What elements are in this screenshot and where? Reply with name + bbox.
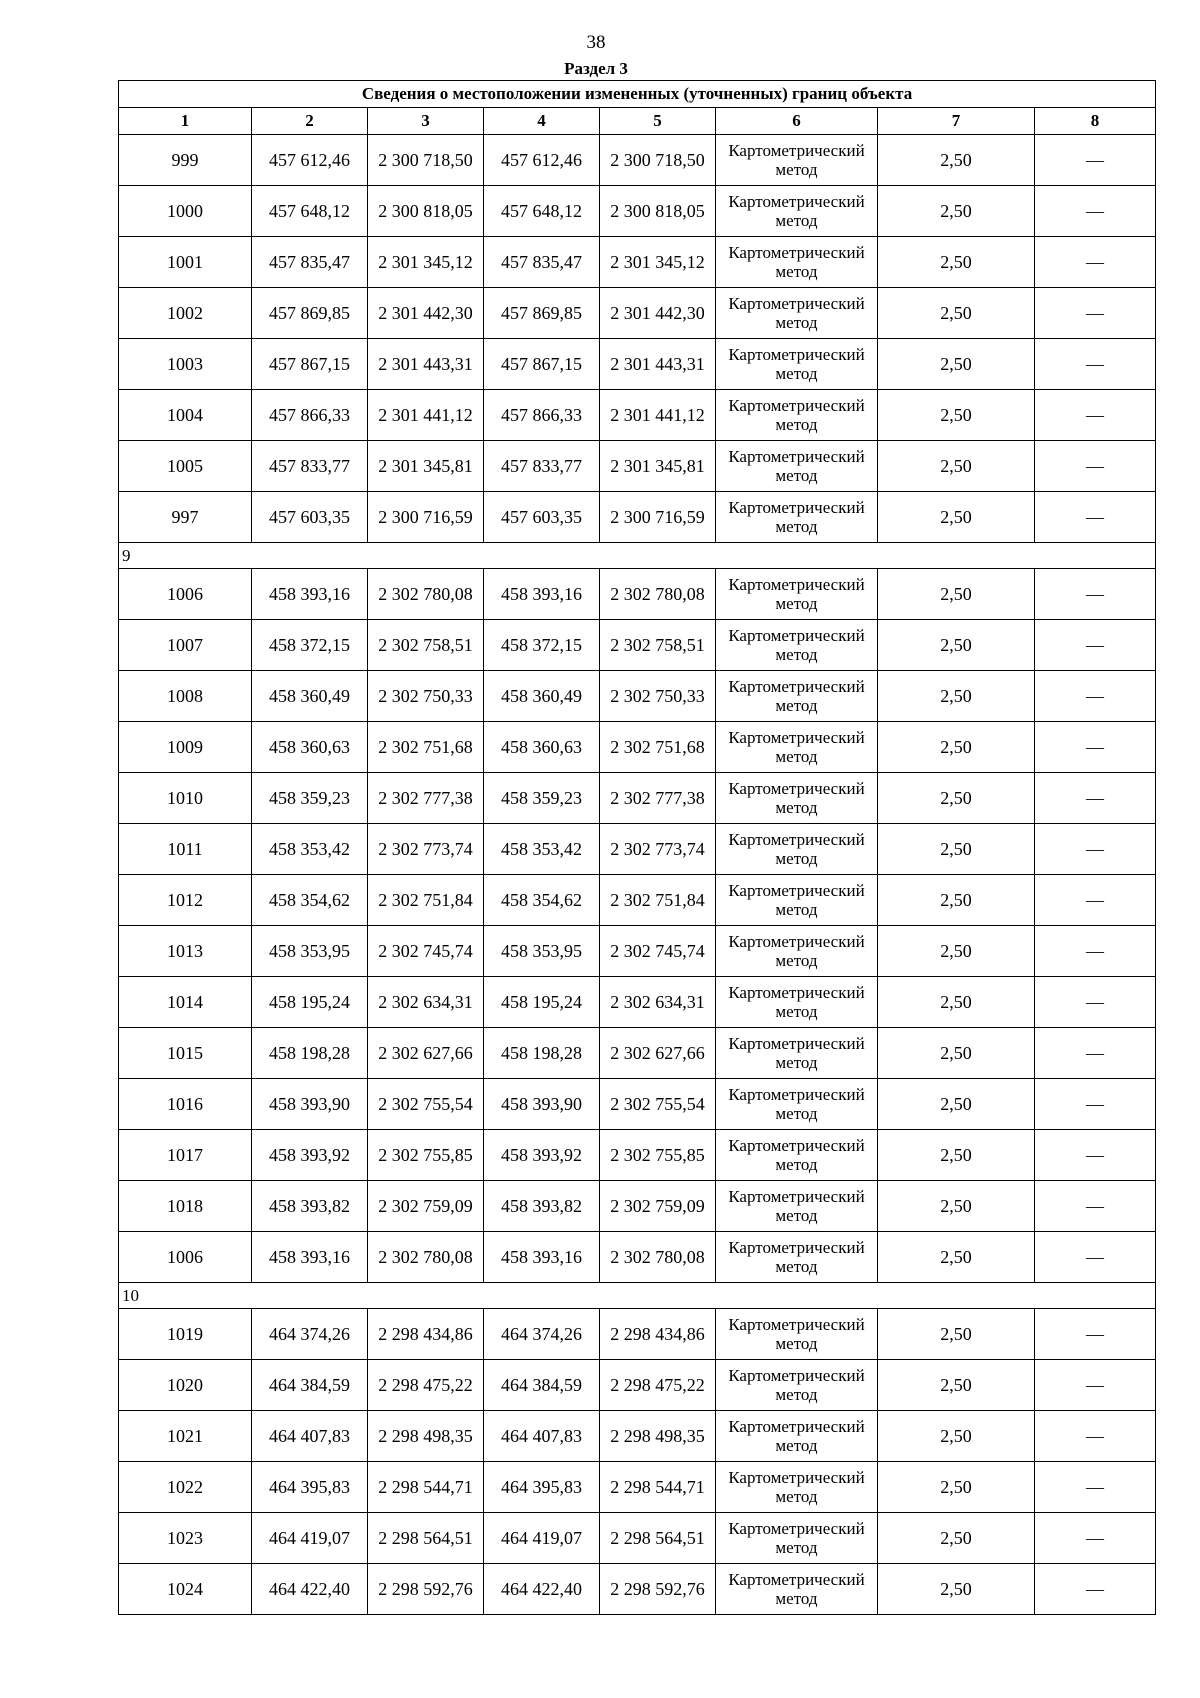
- point-id-cell: 1001: [119, 237, 252, 288]
- description-cell: —: [1035, 977, 1156, 1028]
- x-new-cell: 457 866,33: [484, 390, 600, 441]
- accuracy-cell: 2,50: [878, 237, 1035, 288]
- y-existing-cell: 2 298 564,51: [368, 1513, 484, 1564]
- x-existing-cell: 458 195,24: [252, 977, 368, 1028]
- table-row: [119, 237, 1156, 288]
- accuracy-cell: 2,50: [878, 1079, 1035, 1130]
- x-existing-cell: 458 393,16: [252, 569, 368, 620]
- method-cell: Картометрический метод: [716, 1130, 878, 1181]
- x-existing-cell: 464 407,83: [252, 1411, 368, 1462]
- method-cell: Картометрический метод: [716, 1360, 878, 1411]
- table-row: [119, 441, 1156, 492]
- y-new-cell: 2 302 759,09: [600, 1181, 716, 1232]
- y-existing-cell: 2 300 718,50: [368, 135, 484, 186]
- method-cell: Картометрический метод: [716, 1181, 878, 1232]
- y-existing-cell: 2 302 759,09: [368, 1181, 484, 1232]
- description-cell: —: [1035, 926, 1156, 977]
- x-existing-cell: 458 353,95: [252, 926, 368, 977]
- y-new-cell: 2 302 780,08: [600, 1232, 716, 1283]
- y-new-cell: 2 300 718,50: [600, 135, 716, 186]
- y-existing-cell: 2 301 345,81: [368, 441, 484, 492]
- table-body: [119, 135, 1156, 1615]
- x-existing-cell: 457 648,12: [252, 186, 368, 237]
- description-cell: —: [1035, 620, 1156, 671]
- x-existing-cell: 458 354,62: [252, 875, 368, 926]
- point-id-cell: 1008: [119, 671, 252, 722]
- x-new-cell: 464 384,59: [484, 1360, 600, 1411]
- x-new-cell: 464 419,07: [484, 1513, 600, 1564]
- method-cell: Картометрический метод: [716, 773, 878, 824]
- x-existing-cell: 464 422,40: [252, 1564, 368, 1615]
- point-id-cell: 1018: [119, 1181, 252, 1232]
- x-new-cell: 458 393,16: [484, 569, 600, 620]
- y-existing-cell: 2 298 544,71: [368, 1462, 484, 1513]
- table-row: [119, 671, 1156, 722]
- y-new-cell: 2 302 750,33: [600, 671, 716, 722]
- accuracy-cell: 2,50: [878, 926, 1035, 977]
- table-row: [119, 620, 1156, 671]
- y-new-cell: 2 302 627,66: [600, 1028, 716, 1079]
- accuracy-cell: 2,50: [878, 773, 1035, 824]
- x-new-cell: 458 393,16: [484, 1232, 600, 1283]
- x-new-cell: 457 603,35: [484, 492, 600, 543]
- x-existing-cell: 458 393,16: [252, 1232, 368, 1283]
- y-existing-cell: 2 302 755,85: [368, 1130, 484, 1181]
- point-id-cell: 1015: [119, 1028, 252, 1079]
- y-new-cell: 2 301 441,12: [600, 390, 716, 441]
- accuracy-cell: 2,50: [878, 441, 1035, 492]
- accuracy-cell: 2,50: [878, 1028, 1035, 1079]
- x-new-cell: 457 867,15: [484, 339, 600, 390]
- description-cell: —: [1035, 722, 1156, 773]
- table-row: [119, 1411, 1156, 1462]
- y-new-cell: 2 302 773,74: [600, 824, 716, 875]
- x-new-cell: 458 195,24: [484, 977, 600, 1028]
- method-cell: Картометрический метод: [716, 1309, 878, 1360]
- y-new-cell: 2 302 745,74: [600, 926, 716, 977]
- accuracy-cell: 2,50: [878, 722, 1035, 773]
- method-cell: Картометрический метод: [716, 237, 878, 288]
- x-existing-cell: 457 603,35: [252, 492, 368, 543]
- table-row: [119, 288, 1156, 339]
- point-id-cell: 1009: [119, 722, 252, 773]
- y-existing-cell: 2 302 634,31: [368, 977, 484, 1028]
- y-existing-cell: 2 302 780,08: [368, 1232, 484, 1283]
- table-row: [119, 1130, 1156, 1181]
- table-row: [119, 824, 1156, 875]
- method-cell: Картометрический метод: [716, 620, 878, 671]
- method-cell: Картометрический метод: [716, 824, 878, 875]
- method-cell: Картометрический метод: [716, 1462, 878, 1513]
- x-existing-cell: 458 393,90: [252, 1079, 368, 1130]
- column-number: 8: [1035, 108, 1156, 135]
- x-existing-cell: 457 866,33: [252, 390, 368, 441]
- description-cell: —: [1035, 441, 1156, 492]
- point-id-cell: 1017: [119, 1130, 252, 1181]
- description-cell: —: [1035, 135, 1156, 186]
- method-cell: Картометрический метод: [716, 390, 878, 441]
- column-number: 5: [600, 108, 716, 135]
- table-row: [119, 875, 1156, 926]
- x-new-cell: 457 648,12: [484, 186, 600, 237]
- point-id-cell: 1012: [119, 875, 252, 926]
- point-id-cell: 1002: [119, 288, 252, 339]
- x-existing-cell: 464 374,26: [252, 1309, 368, 1360]
- description-cell: —: [1035, 288, 1156, 339]
- description-cell: —: [1035, 1360, 1156, 1411]
- accuracy-cell: 2,50: [878, 1181, 1035, 1232]
- x-existing-cell: 458 393,82: [252, 1181, 368, 1232]
- x-new-cell: 458 360,63: [484, 722, 600, 773]
- table-row: [119, 492, 1156, 543]
- point-id-cell: 1019: [119, 1309, 252, 1360]
- point-id-cell: 999: [119, 135, 252, 186]
- boundary-coordinates-table: [118, 80, 1156, 1615]
- table-row: [119, 186, 1156, 237]
- x-new-cell: 457 869,85: [484, 288, 600, 339]
- y-new-cell: 2 302 634,31: [600, 977, 716, 1028]
- y-existing-cell: 2 298 592,76: [368, 1564, 484, 1615]
- description-cell: —: [1035, 237, 1156, 288]
- y-new-cell: 2 302 755,54: [600, 1079, 716, 1130]
- column-number: 7: [878, 108, 1035, 135]
- point-id-cell: 1006: [119, 569, 252, 620]
- method-cell: Картометрический метод: [716, 1232, 878, 1283]
- method-cell: Картометрический метод: [716, 339, 878, 390]
- x-new-cell: 464 422,40: [484, 1564, 600, 1615]
- y-new-cell: 2 301 345,12: [600, 237, 716, 288]
- accuracy-cell: 2,50: [878, 1513, 1035, 1564]
- description-cell: —: [1035, 1411, 1156, 1462]
- section-title: Раздел 3: [564, 59, 628, 78]
- contour-group-row: [119, 543, 1156, 569]
- y-new-cell: 2 302 751,68: [600, 722, 716, 773]
- description-cell: —: [1035, 1181, 1156, 1232]
- method-cell: Картометрический метод: [716, 1513, 878, 1564]
- x-existing-cell: 458 359,23: [252, 773, 368, 824]
- column-number: 4: [484, 108, 600, 135]
- method-cell: Картометрический метод: [716, 875, 878, 926]
- method-cell: Картометрический метод: [716, 1564, 878, 1615]
- table-row: [119, 1079, 1156, 1130]
- y-new-cell: 2 298 544,71: [600, 1462, 716, 1513]
- y-new-cell: 2 298 434,86: [600, 1309, 716, 1360]
- table-row: [119, 339, 1156, 390]
- accuracy-cell: 2,50: [878, 1130, 1035, 1181]
- table-row: [119, 1513, 1156, 1564]
- x-new-cell: 464 407,83: [484, 1411, 600, 1462]
- point-id-cell: 1024: [119, 1564, 252, 1615]
- method-cell: Картометрический метод: [716, 1079, 878, 1130]
- y-existing-cell: 2 302 773,74: [368, 824, 484, 875]
- accuracy-cell: 2,50: [878, 492, 1035, 543]
- description-cell: —: [1035, 1309, 1156, 1360]
- table-row: [119, 135, 1156, 186]
- x-new-cell: 458 353,95: [484, 926, 600, 977]
- y-new-cell: 2 298 498,35: [600, 1411, 716, 1462]
- x-existing-cell: 457 869,85: [252, 288, 368, 339]
- description-cell: —: [1035, 1079, 1156, 1130]
- description-cell: —: [1035, 569, 1156, 620]
- description-cell: —: [1035, 824, 1156, 875]
- description-cell: —: [1035, 1028, 1156, 1079]
- column-number: 6: [716, 108, 878, 135]
- description-cell: —: [1035, 1130, 1156, 1181]
- method-cell: Картометрический метод: [716, 977, 878, 1028]
- y-existing-cell: 2 302 745,74: [368, 926, 484, 977]
- x-new-cell: 457 612,46: [484, 135, 600, 186]
- point-id-cell: 1000: [119, 186, 252, 237]
- table-row: [119, 569, 1156, 620]
- x-new-cell: 457 833,77: [484, 441, 600, 492]
- point-id-cell: 1021: [119, 1411, 252, 1462]
- x-new-cell: 457 835,47: [484, 237, 600, 288]
- y-new-cell: 2 300 818,05: [600, 186, 716, 237]
- y-new-cell: 2 302 777,38: [600, 773, 716, 824]
- y-existing-cell: 2 302 751,84: [368, 875, 484, 926]
- y-new-cell: 2 302 755,85: [600, 1130, 716, 1181]
- x-existing-cell: 457 833,77: [252, 441, 368, 492]
- y-existing-cell: 2 301 442,30: [368, 288, 484, 339]
- y-existing-cell: 2 302 777,38: [368, 773, 484, 824]
- point-id-cell: 1023: [119, 1513, 252, 1564]
- x-existing-cell: 457 612,46: [252, 135, 368, 186]
- y-existing-cell: 2 300 818,05: [368, 186, 484, 237]
- accuracy-cell: 2,50: [878, 339, 1035, 390]
- y-existing-cell: 2 298 498,35: [368, 1411, 484, 1462]
- x-new-cell: 458 393,82: [484, 1181, 600, 1232]
- x-existing-cell: 464 395,83: [252, 1462, 368, 1513]
- x-existing-cell: 458 393,92: [252, 1130, 368, 1181]
- table-row: [119, 722, 1156, 773]
- description-cell: —: [1035, 1513, 1156, 1564]
- accuracy-cell: 2,50: [878, 1411, 1035, 1462]
- table-title: Сведения о местоположении измененных (уточненных) границ объекта: [119, 81, 1156, 108]
- accuracy-cell: 2,50: [878, 186, 1035, 237]
- x-new-cell: 458 198,28: [484, 1028, 600, 1079]
- contour-number: 9: [119, 543, 1156, 569]
- x-existing-cell: 458 353,42: [252, 824, 368, 875]
- method-cell: Картометрический метод: [716, 722, 878, 773]
- y-new-cell: 2 301 442,30: [600, 288, 716, 339]
- method-cell: Картометрический метод: [716, 569, 878, 620]
- table-row: [119, 977, 1156, 1028]
- method-cell: Картометрический метод: [716, 288, 878, 339]
- point-id-cell: 1010: [119, 773, 252, 824]
- accuracy-cell: 2,50: [878, 390, 1035, 441]
- method-cell: Картометрический метод: [716, 926, 878, 977]
- description-cell: —: [1035, 186, 1156, 237]
- table-row: [119, 1564, 1156, 1615]
- column-number: 1: [119, 108, 252, 135]
- point-id-cell: 1007: [119, 620, 252, 671]
- table-row: [119, 1462, 1156, 1513]
- table-row: [119, 390, 1156, 441]
- y-existing-cell: 2 302 755,54: [368, 1079, 484, 1130]
- accuracy-cell: 2,50: [878, 1564, 1035, 1615]
- y-existing-cell: 2 302 758,51: [368, 620, 484, 671]
- x-new-cell: 458 393,90: [484, 1079, 600, 1130]
- description-cell: —: [1035, 339, 1156, 390]
- method-cell: Картометрический метод: [716, 1028, 878, 1079]
- point-id-cell: 1022: [119, 1462, 252, 1513]
- x-existing-cell: 458 372,15: [252, 620, 368, 671]
- method-cell: Картометрический метод: [716, 492, 878, 543]
- column-number: 3: [368, 108, 484, 135]
- y-new-cell: 2 301 443,31: [600, 339, 716, 390]
- point-id-cell: 1004: [119, 390, 252, 441]
- point-id-cell: 1020: [119, 1360, 252, 1411]
- x-existing-cell: 457 867,15: [252, 339, 368, 390]
- table-row: [119, 773, 1156, 824]
- y-existing-cell: 2 302 627,66: [368, 1028, 484, 1079]
- x-existing-cell: 464 419,07: [252, 1513, 368, 1564]
- y-new-cell: 2 301 345,81: [600, 441, 716, 492]
- x-new-cell: 458 372,15: [484, 620, 600, 671]
- description-cell: —: [1035, 1462, 1156, 1513]
- description-cell: —: [1035, 1232, 1156, 1283]
- x-existing-cell: 464 384,59: [252, 1360, 368, 1411]
- y-new-cell: 2 302 751,84: [600, 875, 716, 926]
- accuracy-cell: 2,50: [878, 824, 1035, 875]
- table-row: [119, 1360, 1156, 1411]
- method-cell: Картометрический метод: [716, 135, 878, 186]
- point-id-cell: 1003: [119, 339, 252, 390]
- y-existing-cell: 2 301 443,31: [368, 339, 484, 390]
- page-number: 38: [586, 32, 606, 53]
- description-cell: —: [1035, 875, 1156, 926]
- point-id-cell: 997: [119, 492, 252, 543]
- x-new-cell: 458 353,42: [484, 824, 600, 875]
- x-existing-cell: 457 835,47: [252, 237, 368, 288]
- y-existing-cell: 2 302 780,08: [368, 569, 484, 620]
- y-existing-cell: 2 298 434,86: [368, 1309, 484, 1360]
- y-new-cell: 2 298 564,51: [600, 1513, 716, 1564]
- accuracy-cell: 2,50: [878, 569, 1035, 620]
- method-cell: Картометрический метод: [716, 186, 878, 237]
- x-new-cell: 464 395,83: [484, 1462, 600, 1513]
- point-id-cell: 1013: [119, 926, 252, 977]
- description-cell: —: [1035, 492, 1156, 543]
- x-new-cell: 464 374,26: [484, 1309, 600, 1360]
- description-cell: —: [1035, 1564, 1156, 1615]
- y-new-cell: 2 302 758,51: [600, 620, 716, 671]
- point-id-cell: 1014: [119, 977, 252, 1028]
- accuracy-cell: 2,50: [878, 1232, 1035, 1283]
- accuracy-cell: 2,50: [878, 1462, 1035, 1513]
- table-row: [119, 1028, 1156, 1079]
- description-cell: —: [1035, 773, 1156, 824]
- y-existing-cell: 2 301 345,12: [368, 237, 484, 288]
- accuracy-cell: 2,50: [878, 1309, 1035, 1360]
- column-number: 2: [252, 108, 368, 135]
- accuracy-cell: 2,50: [878, 288, 1035, 339]
- point-id-cell: 1006: [119, 1232, 252, 1283]
- x-new-cell: 458 393,92: [484, 1130, 600, 1181]
- y-new-cell: 2 298 475,22: [600, 1360, 716, 1411]
- y-new-cell: 2 298 592,76: [600, 1564, 716, 1615]
- point-id-cell: 1011: [119, 824, 252, 875]
- x-existing-cell: 458 360,49: [252, 671, 368, 722]
- x-new-cell: 458 354,62: [484, 875, 600, 926]
- accuracy-cell: 2,50: [878, 875, 1035, 926]
- accuracy-cell: 2,50: [878, 620, 1035, 671]
- y-existing-cell: 2 300 716,59: [368, 492, 484, 543]
- table-row: [119, 1181, 1156, 1232]
- table-row: [119, 1232, 1156, 1283]
- accuracy-cell: 2,50: [878, 977, 1035, 1028]
- x-new-cell: 458 359,23: [484, 773, 600, 824]
- y-existing-cell: 2 302 750,33: [368, 671, 484, 722]
- x-existing-cell: 458 198,28: [252, 1028, 368, 1079]
- y-existing-cell: 2 302 751,68: [368, 722, 484, 773]
- accuracy-cell: 2,50: [878, 671, 1035, 722]
- method-cell: Картометрический метод: [716, 441, 878, 492]
- x-new-cell: 458 360,49: [484, 671, 600, 722]
- point-id-cell: 1005: [119, 441, 252, 492]
- description-cell: —: [1035, 390, 1156, 441]
- description-cell: —: [1035, 671, 1156, 722]
- x-existing-cell: 458 360,63: [252, 722, 368, 773]
- method-cell: Картометрический метод: [716, 1411, 878, 1462]
- table-row: [119, 926, 1156, 977]
- y-new-cell: 2 302 780,08: [600, 569, 716, 620]
- y-new-cell: 2 300 716,59: [600, 492, 716, 543]
- table-row: [119, 1309, 1156, 1360]
- accuracy-cell: 2,50: [878, 135, 1035, 186]
- contour-group-row: [119, 1283, 1156, 1309]
- accuracy-cell: 2,50: [878, 1360, 1035, 1411]
- y-existing-cell: 2 298 475,22: [368, 1360, 484, 1411]
- contour-number: 10: [119, 1283, 1156, 1309]
- y-existing-cell: 2 301 441,12: [368, 390, 484, 441]
- point-id-cell: 1016: [119, 1079, 252, 1130]
- method-cell: Картометрический метод: [716, 671, 878, 722]
